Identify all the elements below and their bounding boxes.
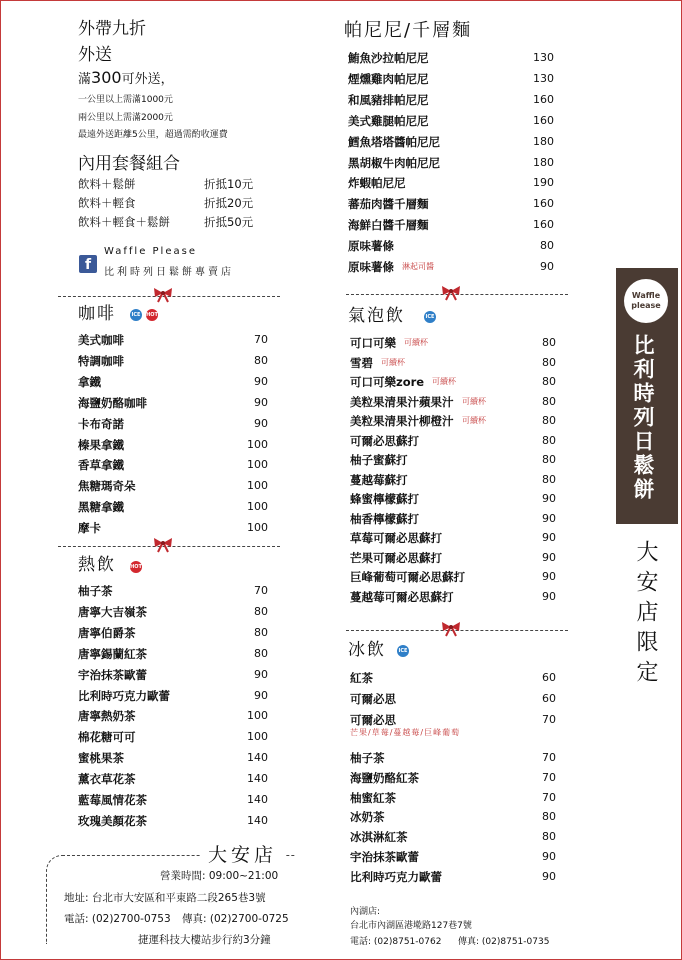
menu-item-price: 160	[533, 113, 554, 127]
brand-vertical-title: 比利時列日鬆餅	[631, 334, 655, 502]
menu-item-price: 90	[542, 570, 556, 583]
menu-item-name: 薰衣草花茶	[78, 772, 136, 787]
ribbon-bow-icon	[152, 537, 174, 553]
neihu-title: 內湖店:	[350, 907, 381, 917]
store-address: 地址: 台北市大安區和平東路二段265巷3號	[64, 892, 266, 904]
facebook-page-subtitle: 比利時列日鬆餅專賣店	[104, 267, 234, 278]
menu-item-price: 70	[254, 333, 268, 346]
menu-item-name: 蔓越莓可爾必思蘇打	[350, 589, 454, 604]
combo-item-name: 飲料＋鬆餅	[78, 177, 136, 191]
menu-item-price: 100	[247, 458, 268, 472]
delivery-rule-2: 兩公里以上需滿2000元	[78, 113, 173, 123]
menu-item-price: 70	[542, 790, 556, 804]
ribbon-bow-icon	[440, 285, 462, 301]
cold-drinks-section-title: 冰飲	[348, 640, 386, 660]
combo-item-discount: 折抵10元	[204, 177, 254, 191]
menu-item-price: 130	[533, 71, 554, 85]
menu-item-name: 柚子茶	[78, 584, 113, 598]
menu-item-name: 芒果可爾必思蘇打	[350, 550, 442, 565]
menu-item-name: 草莓可爾必思蘇打	[350, 531, 442, 545]
menu-item-price: 90	[254, 395, 268, 409]
menu-item-price: 70	[542, 751, 556, 764]
menu-item-name: 唐寧大吉嶺茶	[78, 604, 147, 619]
menu-item-name: 藍莓風情花茶	[78, 793, 147, 807]
menu-item-note: 淋起司醬	[402, 262, 434, 271]
soda-section-title: 氣泡飲	[348, 306, 405, 326]
menu-item-name: 柚蜜紅茶	[350, 790, 396, 805]
menu-item-name: 柚子蜜蘇打	[350, 453, 408, 467]
menu-item-price: 90	[254, 374, 268, 388]
menu-item-name: 柚子茶	[350, 751, 385, 765]
hot-drinks-section-title: 熱飲	[78, 555, 116, 575]
logo-line-1: Waffle	[631, 291, 661, 300]
neihu-fax: 傳真: (02)8751-0735	[458, 937, 550, 947]
menu-item-price: 60	[542, 692, 556, 705]
menu-item-name: 比利時巧克力歐蕾	[350, 869, 442, 884]
combo-item-name: 飲料＋輕食＋鬆餅	[78, 215, 170, 229]
menu-item-price: 80	[542, 394, 556, 408]
menu-item-price: 80	[542, 336, 556, 349]
menu-item-price: 100	[247, 437, 268, 451]
menu-item-note: 可續杯	[381, 357, 405, 367]
menu-item-price: 80	[542, 355, 556, 369]
menu-item-price: 100	[247, 709, 268, 723]
menu-item-name: 棉花糖可可	[78, 730, 136, 745]
menu-item-name: 鱈魚塔塔醬帕尼尼	[348, 134, 440, 149]
menu-item-name: 原味薯條	[348, 239, 394, 254]
store-transit: 捷運科技大樓站步行約3分鐘	[138, 934, 271, 946]
menu-item-price: 80	[542, 375, 556, 388]
pasta-section-title: 帕尼尼/千層麵	[344, 20, 473, 41]
menu-item-name: 美式咖啡	[78, 333, 124, 347]
menu-item-name: 宇治抹茶歐蕾	[350, 850, 419, 864]
menu-item-name: 蕃茄肉醬千層麵	[348, 197, 429, 212]
menu-item-price: 90	[542, 550, 556, 564]
menu-item-name: 鮪魚沙拉帕尼尼	[348, 51, 429, 65]
menu-item-name: 蜂蜜檸檬蘇打	[350, 492, 419, 506]
takeout-discount-title: 外帶九折	[78, 19, 146, 39]
store-title: 大安店	[200, 840, 285, 867]
menu-item-name: 特調咖啡	[78, 353, 124, 368]
menu-item-price: 70	[542, 770, 556, 784]
menu-item-price: 90	[254, 688, 268, 702]
menu-item-price: 90	[542, 492, 556, 505]
menu-item-price: 90	[542, 869, 556, 883]
menu-item-price: 140	[247, 793, 268, 806]
ribbon-bow-icon	[440, 621, 462, 637]
store-hours: 營業時間: 09:00~21:00	[160, 870, 279, 882]
menu-item-price: 70	[254, 584, 268, 597]
menu-item-price: 140	[247, 813, 268, 827]
ice-badge-icon: ICE	[397, 645, 409, 657]
delivery-title: 外送	[78, 45, 112, 65]
menu-item-name: 柚香檸檬蘇打	[350, 511, 419, 526]
menu-item-name: 冰奶茶	[350, 810, 385, 825]
menu-item-name: 和風豬排帕尼尼	[348, 92, 429, 107]
menu-item-price: 180	[533, 134, 554, 148]
menu-item-price: 90	[542, 589, 556, 603]
ice-badge-icon: ICE	[424, 311, 436, 323]
menu-item-name: 雪碧	[350, 355, 373, 370]
menu-item-name: 唐寧熱奶茶	[78, 709, 136, 724]
facebook-icon: f	[79, 255, 97, 273]
menu-item-name: 海鹽奶酪紅茶	[350, 770, 419, 785]
menu-item-name: 可爾必思	[350, 713, 396, 727]
menu-item-name: 美粒果清果汁蘋果汁	[350, 394, 454, 409]
menu-item-note: 可續杯	[462, 416, 486, 425]
menu-item-name: 玫瑰美顏花茶	[78, 813, 147, 828]
menu-item-name: 可爾必思	[350, 692, 396, 706]
menu-item-price: 80	[542, 830, 556, 844]
menu-item-name: 榛果拿鐵	[78, 437, 124, 452]
menu-item-price: 80	[254, 604, 268, 618]
delivery-min-prefix: 滿	[78, 72, 92, 87]
coffee-section-title: 咖啡	[78, 304, 116, 324]
menu-item-note: 可續杯	[462, 396, 486, 406]
menu-item-name: 比利時巧克力歐蕾	[78, 688, 170, 703]
menu-item-price: 190	[533, 176, 554, 190]
menu-item-name: 蔓越莓蘇打	[350, 472, 408, 487]
menu-item-price: 90	[542, 511, 556, 525]
delivery-rule-3: 最遠外送距離5公里，超過需酌收運費	[78, 130, 228, 140]
menu-item-name: 煙燻雞肉帕尼尼	[348, 71, 429, 86]
hot-badge-icon: HOT	[146, 309, 158, 321]
delivery-rule-1: 一公里以上需滿1000元	[78, 95, 173, 105]
menu-item-name: 巨峰葡萄可爾必思蘇打	[350, 570, 465, 584]
delivery-minimum	[78, 68, 174, 87]
menu-item-price: 140	[247, 751, 268, 765]
menu-item-name: 黑胡椒牛肉帕尼尼	[348, 155, 440, 170]
menu-item-price: 80	[542, 414, 556, 427]
menu-item-name: 卡布奇諾	[78, 416, 124, 431]
menu-item-name: 焦糖瑪奇朵	[78, 479, 136, 494]
menu-item-price: 80	[542, 453, 556, 466]
menu-item-price: 100	[247, 521, 268, 535]
menu-item-price: 80	[542, 810, 556, 824]
menu-item-price: 180	[533, 155, 554, 169]
store-phone: 電話: (02)2700-0753	[64, 913, 171, 925]
menu-item-name: 炸蝦帕尼尼	[348, 176, 406, 191]
menu-item-name: 可口可樂zore	[350, 375, 425, 389]
menu-item-price: 90	[254, 416, 268, 430]
menu-item-price: 160	[533, 92, 554, 106]
menu-item-price: 90	[542, 850, 556, 863]
menu-item-price: 90	[540, 260, 554, 273]
menu-item-name: 黑糖拿鐵	[78, 500, 124, 515]
menu-item-name: 宇治抹茶歐蕾	[78, 667, 147, 682]
menu-item-name: 可爾必思蘇打	[350, 433, 419, 448]
menu-item-name: 摩卡	[78, 521, 101, 536]
menu-item-name: 美式雞腿帕尼尼	[348, 113, 429, 128]
menu-item-name: 可口可樂	[350, 336, 396, 350]
menu-item-price: 90	[542, 531, 556, 544]
menu-item-price: 160	[533, 218, 554, 232]
menu-item-note: 可續杯	[432, 377, 456, 386]
menu-item-name: 唐寧伯爵茶	[78, 625, 136, 640]
neihu-address: 台北市內湖區港墘路127巷7號	[350, 921, 472, 931]
menu-item-price: 80	[540, 239, 554, 253]
store-fax: 傳真: (02)2700-0725	[182, 913, 289, 925]
combo-title: 內用套餐組合	[78, 154, 180, 174]
menu-item-name: 唐寧錫蘭紅茶	[78, 646, 147, 661]
menu-item-price: 160	[533, 197, 554, 211]
menu-item-price: 90	[254, 667, 268, 681]
hot-badge-icon: HOT	[130, 561, 142, 573]
menu-item-price: 80	[542, 472, 556, 486]
combo-item-discount: 折抵20元	[204, 196, 254, 210]
menu-item-name: 美粒果清果汁柳橙汁	[350, 414, 454, 428]
menu-item-name: 香草拿鐵	[78, 458, 124, 473]
ribbon-bow-icon	[152, 287, 174, 303]
menu-item-note: 可續杯	[404, 338, 428, 347]
facebook-page-name: Waffle Please	[104, 246, 197, 257]
menu-item-price: 140	[247, 772, 268, 786]
delivery-min-amount: 300	[91, 68, 122, 87]
menu-item-price: 60	[542, 671, 556, 684]
menu-item-name: 紅茶	[350, 671, 373, 685]
menu-item-name: 原味薯條	[348, 260, 394, 274]
menu-item-price: 80	[254, 646, 268, 660]
menu-item-name: 海鮮白醬千層麵	[348, 218, 429, 233]
menu-item-name: 拿鐵	[78, 374, 101, 389]
menu-item-name: 冰淇淋紅茶	[350, 830, 408, 845]
ice-badge-icon: ICE	[130, 309, 142, 321]
waffle-please-logo	[624, 279, 668, 323]
menu-item-name: 蜜桃果茶	[78, 751, 124, 766]
menu-item-price: 80	[254, 353, 268, 367]
menu-item-price: 130	[533, 51, 554, 64]
delivery-min-suffix: 可外送，	[121, 72, 174, 87]
branch-exclusive-label: 大安店限定	[633, 540, 658, 690]
combo-item-name: 飲料＋輕食	[78, 196, 136, 210]
menu-item-price: 80	[254, 625, 268, 639]
menu-item-price: 100	[247, 730, 268, 744]
menu-item-price: 70	[542, 713, 556, 726]
menu-item-price: 100	[247, 479, 268, 493]
menu-item-price: 100	[247, 500, 268, 514]
combo-item-discount: 折抵50元	[204, 215, 254, 229]
menu-item-name: 海鹽奶酪咖啡	[78, 395, 147, 410]
logo-line-2: please	[631, 301, 661, 310]
menu-item-price: 80	[542, 433, 556, 447]
neihu-phone: 電話: (02)8751-0762	[350, 937, 442, 947]
flavor-note: 芒果/草莓/蔓越莓/巨峰葡萄	[350, 728, 461, 737]
